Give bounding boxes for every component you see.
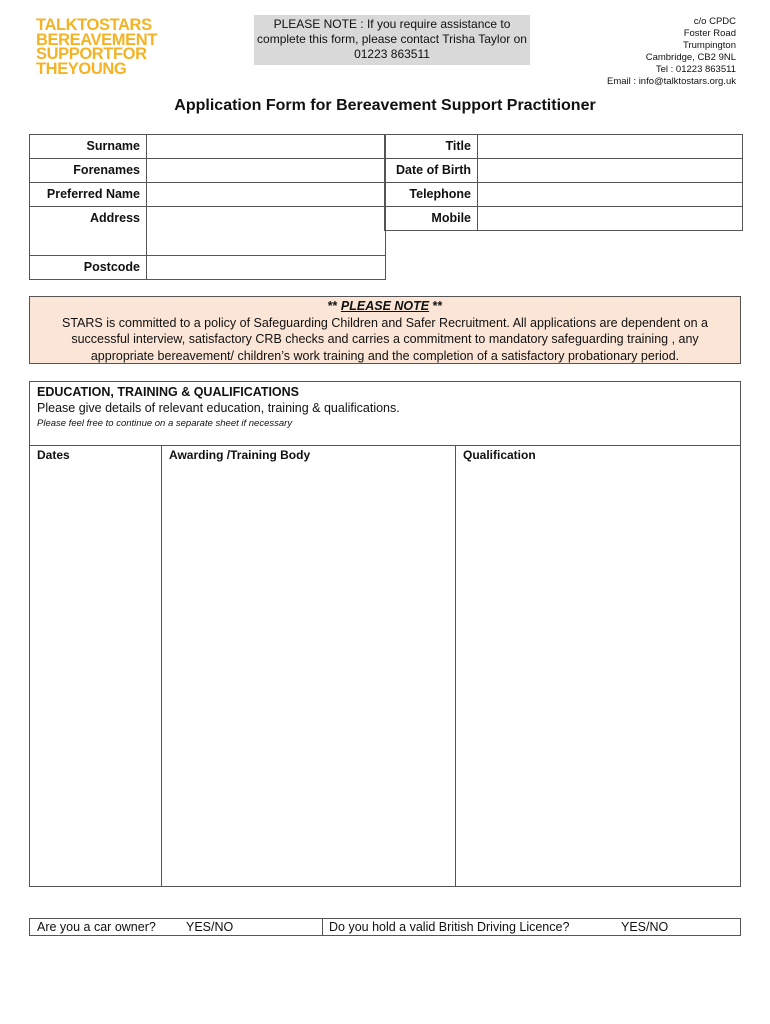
title-field[interactable]: [478, 135, 743, 159]
dates-header: Dates: [37, 448, 70, 462]
stars-logo: [36, 18, 176, 76]
heading-stars: **: [327, 299, 341, 313]
dob-field[interactable]: [478, 159, 743, 183]
address-line: c/o CPDC: [693, 16, 736, 27]
surname-field[interactable]: [147, 135, 386, 159]
dob-label: Date of Birth: [385, 159, 478, 183]
licence-answer[interactable]: YES/NO: [621, 920, 669, 934]
title-label: Title: [385, 135, 478, 159]
education-section: [29, 381, 741, 887]
note-line: PLEASE NOTE : If you require assistance to: [273, 17, 511, 31]
logo-line: SUPPORTFOR: [36, 45, 147, 63]
driving-questions-row: [29, 918, 741, 936]
licence-question: Do you hold a valid British Driving Licence?: [329, 920, 570, 934]
assistance-note: [254, 15, 530, 65]
preferred-name-field[interactable]: [147, 183, 386, 207]
education-hint: Please feel free to continue on a separate sheet if necessary: [37, 418, 293, 429]
awarding-body-header: Awarding /Training Body: [169, 448, 311, 462]
safeguarding-line: appropriate bereavement/ children’s work training and the completion of a satisfactory probationary period.: [90, 348, 680, 363]
safeguarding-heading: [30, 298, 740, 315]
safeguarding-line: STARS is committed to a policy of Safeguarding Children and Safer Recruitment. All applications are dependent on a: [62, 315, 708, 330]
forenames-field[interactable]: [147, 159, 386, 183]
telephone-label: Telephone: [385, 183, 478, 207]
address-line: Email : info@talktostars.org.uk: [607, 76, 736, 87]
personal-details-right: [384, 134, 743, 231]
address-field[interactable]: [147, 207, 386, 256]
note-line: 01223 863511: [354, 47, 430, 61]
address-line: Tel : 01223 863511: [655, 64, 736, 75]
awarding-body-column[interactable]: [162, 446, 456, 886]
safeguarding-line: successful interview, satisfactory CRB checks and carries a commitment to mandatory safeguarding training , any: [71, 332, 699, 346]
note-line: complete this form, please contact Trisha Taylor on: [257, 32, 527, 46]
education-description: Please give details of relevant education, training & qualifications.: [37, 401, 400, 415]
address-line: Foster Road: [683, 28, 736, 39]
address-line: Cambridge, CB2 9NL: [645, 52, 736, 63]
qualification-column[interactable]: [456, 446, 740, 886]
forenames-label: Forenames: [30, 159, 147, 183]
heading-text: PLEASE NOTE: [340, 299, 430, 313]
qualification-header: Qualification: [463, 448, 536, 462]
education-heading: EDUCATION, TRAINING & QUALIFICATIONS: [37, 385, 300, 399]
address-label: Address: [30, 207, 147, 256]
organisation-address: [516, 16, 736, 88]
page-title: Application Form for Bereavement Support Practitioner: [174, 97, 596, 114]
address-line: Trumpington: [683, 40, 736, 51]
logo-line: THEYOUNG: [36, 59, 127, 78]
mobile-label: Mobile: [385, 207, 478, 231]
postcode-field[interactable]: [147, 256, 386, 280]
personal-details-left: [29, 134, 386, 280]
mobile-field[interactable]: [478, 207, 743, 231]
safeguarding-note: [29, 296, 741, 364]
car-owner-question: Are you a car owner?: [37, 920, 156, 934]
heading-stars: **: [429, 299, 443, 313]
car-owner-answer[interactable]: YES/NO: [186, 920, 234, 934]
logo-line: BEREAVEMENT: [36, 30, 157, 49]
dates-column[interactable]: [30, 446, 162, 886]
row-divider: [322, 919, 323, 935]
preferred-name-label: Preferred Name: [30, 183, 147, 207]
surname-label: Surname: [30, 135, 147, 159]
telephone-field[interactable]: [478, 183, 743, 207]
education-header: [30, 382, 740, 446]
postcode-label: Postcode: [30, 256, 147, 280]
logo-line: TALKTOSTARS: [36, 16, 152, 34]
